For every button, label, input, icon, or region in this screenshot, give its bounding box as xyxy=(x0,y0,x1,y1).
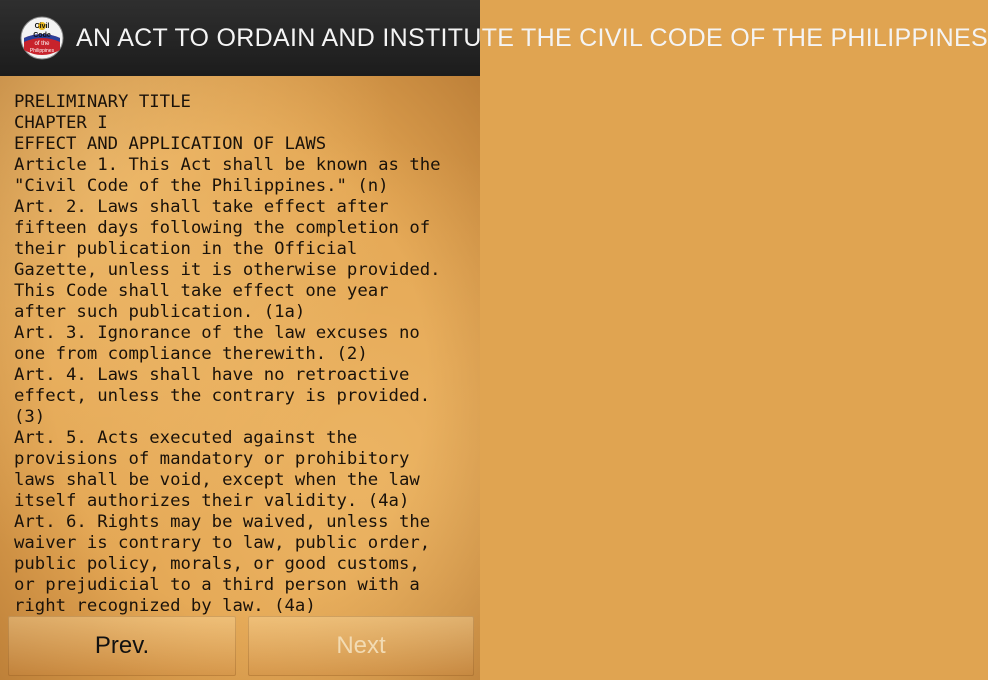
law-text-line: Article 1. This Act shall be known as the xyxy=(14,155,441,175)
logo-line-4: Philippines xyxy=(29,48,55,54)
law-text-line: effect, unless the contrary is provided. xyxy=(14,386,431,406)
law-text-line: right recognized by law. (4a) xyxy=(14,596,316,616)
next-button[interactable]: Next xyxy=(248,616,474,676)
logo-line-3: of the xyxy=(34,41,50,47)
law-text-line: "Civil Code of the Philippines." (n) xyxy=(14,176,389,196)
law-text xyxy=(14,92,474,617)
law-text-line: PRELIMINARY TITLE xyxy=(14,92,191,112)
law-text-line: Gazette, unless it is otherwise provided. xyxy=(14,260,441,280)
app-title: AN ACT TO ORDAIN AND INSTITUTE THE CIVIL CODE OF THE PHILIPPINES xyxy=(76,23,988,52)
navigation-bar xyxy=(0,610,480,680)
law-text-line: after such publication. (1a) xyxy=(14,302,306,322)
law-text-line: fifteen days following the completion of xyxy=(14,218,431,238)
law-text-line: Art. 4. Laws shall have no retroactive xyxy=(14,365,410,385)
law-text-line: Art. 3. Ignorance of the law excuses no xyxy=(14,323,420,343)
logo-line-2: Code xyxy=(33,32,51,39)
prev-button[interactable]: Prev. xyxy=(8,616,236,676)
law-text-scroll-area[interactable] xyxy=(14,92,474,616)
civil-code-logo-icon[interactable] xyxy=(20,16,64,60)
law-text-line: EFFECT AND APPLICATION OF LAWS xyxy=(14,134,327,154)
law-text-line: public policy, morals, or good customs, xyxy=(14,554,420,574)
law-text-line: Art. 2. Laws shall take effect after xyxy=(14,197,389,217)
law-text-line: Art. 5. Acts executed against the xyxy=(14,428,358,448)
law-text-line: itself authorizes their validity. (4a) xyxy=(14,491,410,511)
law-text-line: their publication in the Official xyxy=(14,239,358,259)
logo-line-1: Civil xyxy=(34,23,50,30)
law-text-line: (3) xyxy=(14,407,46,427)
law-text-line: Art. 6. Rights may be waived, unless the xyxy=(14,512,431,532)
law-text-line: CHAPTER I xyxy=(14,113,108,133)
law-text-line: or prejudicial to a third person with a xyxy=(14,575,420,595)
law-text-line: This Code shall take effect one year xyxy=(14,281,389,301)
law-text-line: one from compliance therewith. (2) xyxy=(14,344,368,364)
law-text-line: provisions of mandatory or prohibitory xyxy=(14,449,410,469)
action-bar xyxy=(0,0,988,76)
law-text-line: waiver is contrary to law, public order, xyxy=(14,533,431,553)
law-text-line: laws shall be void, except when the law xyxy=(14,470,420,490)
